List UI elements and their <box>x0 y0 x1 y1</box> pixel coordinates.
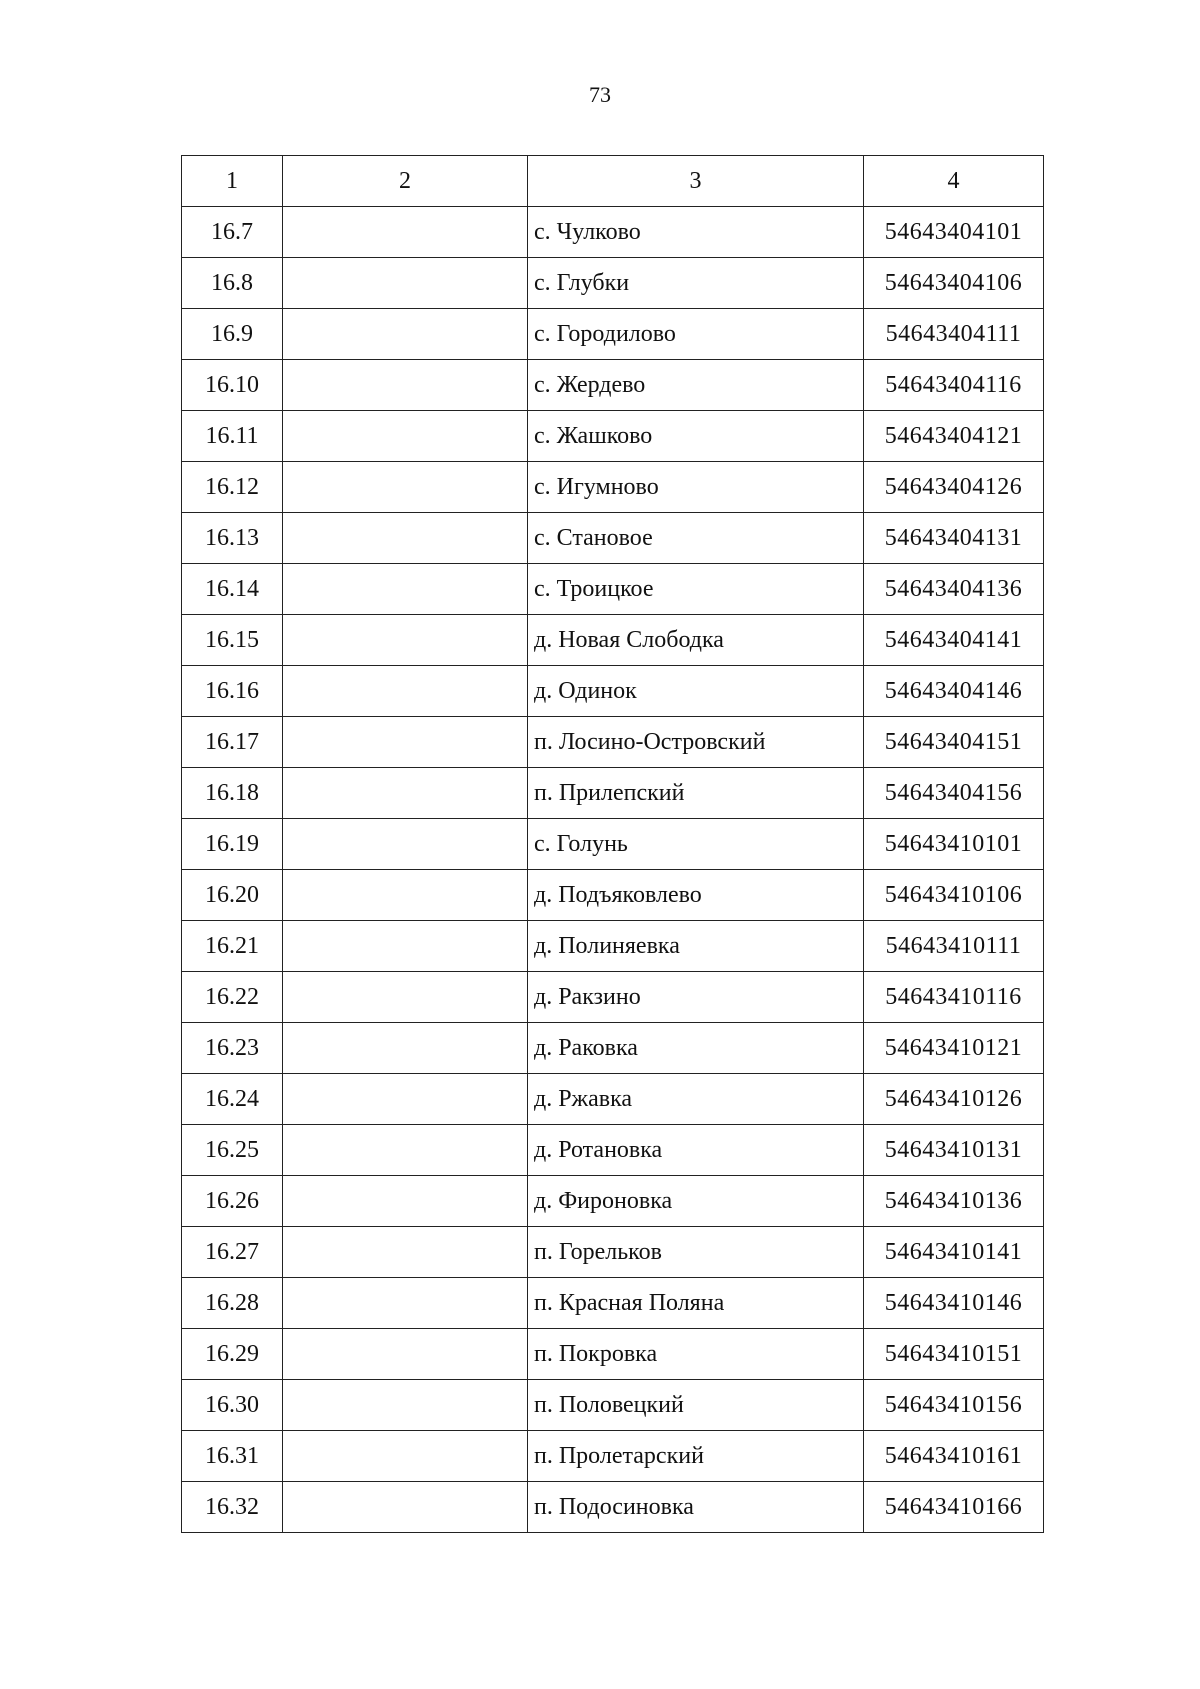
oktmo-code-cell: 54643404156 <box>864 768 1044 819</box>
row-number-cell: 16.16 <box>182 666 283 717</box>
oktmo-code-cell: 54643404131 <box>864 513 1044 564</box>
settlement-name-cell: с. Становое <box>528 513 864 564</box>
oktmo-code-cell: 54643410141 <box>864 1227 1044 1278</box>
settlement-name-cell: с. Городилово <box>528 309 864 360</box>
oktmo-code-cell: 54643404141 <box>864 615 1044 666</box>
table-row <box>182 564 1044 615</box>
oktmo-code-cell: 54643410126 <box>864 1074 1044 1125</box>
settlements-table <box>181 155 1044 1533</box>
column-2-cell <box>283 309 528 360</box>
settlement-name-cell: с. Жашково <box>528 411 864 462</box>
column-header-2: 2 <box>283 156 528 207</box>
row-number-cell: 16.30 <box>182 1380 283 1431</box>
oktmo-code-cell: 54643410156 <box>864 1380 1044 1431</box>
column-2-cell <box>283 564 528 615</box>
column-header-1: 1 <box>182 156 283 207</box>
table-header-row <box>182 156 1044 207</box>
table-row <box>182 1227 1044 1278</box>
row-number-cell: 16.18 <box>182 768 283 819</box>
settlement-name-cell: д. Ротановка <box>528 1125 864 1176</box>
settlement-name-cell: с. Глубки <box>528 258 864 309</box>
table-row <box>182 1278 1044 1329</box>
row-number-cell: 16.13 <box>182 513 283 564</box>
table-row <box>182 819 1044 870</box>
oktmo-code-cell: 54643410161 <box>864 1431 1044 1482</box>
oktmo-code-cell: 54643404151 <box>864 717 1044 768</box>
settlement-name-cell: д. Полиняевка <box>528 921 864 972</box>
table-row <box>182 207 1044 258</box>
column-2-cell <box>283 1278 528 1329</box>
row-number-cell: 16.8 <box>182 258 283 309</box>
column-2-cell <box>283 1227 528 1278</box>
settlement-name-cell: д. Раковка <box>528 1023 864 1074</box>
settlement-name-cell: п. Покровка <box>528 1329 864 1380</box>
settlement-name-cell: д. Ракзино <box>528 972 864 1023</box>
column-2-cell <box>283 1125 528 1176</box>
oktmo-code-cell: 54643410106 <box>864 870 1044 921</box>
table-row <box>182 513 1044 564</box>
column-2-cell <box>283 717 528 768</box>
oktmo-code-cell: 54643410146 <box>864 1278 1044 1329</box>
oktmo-code-cell: 54643404126 <box>864 462 1044 513</box>
oktmo-code-cell: 54643410136 <box>864 1176 1044 1227</box>
page-number: 73 <box>589 82 611 107</box>
row-number-cell: 16.26 <box>182 1176 283 1227</box>
settlement-name-cell: д. Одинок <box>528 666 864 717</box>
settlement-name-cell: п. Подосиновка <box>528 1482 864 1533</box>
settlement-name-cell: д. Новая Слободка <box>528 615 864 666</box>
oktmo-code-cell: 54643404106 <box>864 258 1044 309</box>
oktmo-code-cell: 54643404111 <box>864 309 1044 360</box>
oktmo-code-cell: 54643410116 <box>864 972 1044 1023</box>
oktmo-code-cell: 54643404121 <box>864 411 1044 462</box>
row-number-cell: 16.19 <box>182 819 283 870</box>
settlement-name-cell: с. Троицкое <box>528 564 864 615</box>
column-2-cell <box>283 1329 528 1380</box>
table-row <box>182 462 1044 513</box>
oktmo-code-cell: 54643404101 <box>864 207 1044 258</box>
oktmo-code-cell: 54643410151 <box>864 1329 1044 1380</box>
row-number-cell: 16.9 <box>182 309 283 360</box>
row-number-cell: 16.14 <box>182 564 283 615</box>
oktmo-code-cell: 54643404136 <box>864 564 1044 615</box>
oktmo-code-cell: 54643410101 <box>864 819 1044 870</box>
oktmo-code-cell: 54643410166 <box>864 1482 1044 1533</box>
settlement-name-cell: п. Лосино-Островский <box>528 717 864 768</box>
column-2-cell <box>283 666 528 717</box>
oktmo-code-cell: 54643404146 <box>864 666 1044 717</box>
column-2-cell <box>283 870 528 921</box>
table-row <box>182 1125 1044 1176</box>
row-number-cell: 16.7 <box>182 207 283 258</box>
settlement-name-cell: с. Чулково <box>528 207 864 258</box>
row-number-cell: 16.31 <box>182 1431 283 1482</box>
column-2-cell <box>283 1380 528 1431</box>
row-number-cell: 16.15 <box>182 615 283 666</box>
table-row <box>182 717 1044 768</box>
column-2-cell <box>283 819 528 870</box>
column-2-cell <box>283 411 528 462</box>
table-row <box>182 1074 1044 1125</box>
table-row <box>182 615 1044 666</box>
settlement-name-cell: д. Ржавка <box>528 1074 864 1125</box>
column-header-3: 3 <box>528 156 864 207</box>
settlement-name-cell: п. Красная Поляна <box>528 1278 864 1329</box>
column-2-cell <box>283 258 528 309</box>
row-number-cell: 16.10 <box>182 360 283 411</box>
oktmo-code-cell: 54643404116 <box>864 360 1044 411</box>
row-number-cell: 16.29 <box>182 1329 283 1380</box>
table-row <box>182 411 1044 462</box>
settlement-name-cell: с. Голунь <box>528 819 864 870</box>
column-2-cell <box>283 1176 528 1227</box>
row-number-cell: 16.24 <box>182 1074 283 1125</box>
table-row <box>182 309 1044 360</box>
table-row <box>182 870 1044 921</box>
row-number-cell: 16.21 <box>182 921 283 972</box>
column-2-cell <box>283 462 528 513</box>
row-number-cell: 16.28 <box>182 1278 283 1329</box>
column-2-cell <box>283 972 528 1023</box>
column-2-cell <box>283 1074 528 1125</box>
row-number-cell: 16.32 <box>182 1482 283 1533</box>
settlement-name-cell: п. Пролетарский <box>528 1431 864 1482</box>
oktmo-code-cell: 54643410121 <box>864 1023 1044 1074</box>
table-row <box>182 1329 1044 1380</box>
settlement-name-cell: д. Фироновка <box>528 1176 864 1227</box>
column-header-4: 4 <box>864 156 1044 207</box>
row-number-cell: 16.22 <box>182 972 283 1023</box>
column-2-cell <box>283 768 528 819</box>
row-number-cell: 16.25 <box>182 1125 283 1176</box>
column-2-cell <box>283 513 528 564</box>
settlement-name-cell: с. Жердево <box>528 360 864 411</box>
table-row <box>182 768 1044 819</box>
settlement-name-cell: п. Горельков <box>528 1227 864 1278</box>
table-row <box>182 921 1044 972</box>
oktmo-code-cell: 54643410131 <box>864 1125 1044 1176</box>
table-body <box>182 207 1044 1533</box>
table-row <box>182 360 1044 411</box>
settlement-name-cell: д. Подъяковлево <box>528 870 864 921</box>
table-row <box>182 666 1044 717</box>
column-2-cell <box>283 1023 528 1074</box>
row-number-cell: 16.27 <box>182 1227 283 1278</box>
row-number-cell: 16.23 <box>182 1023 283 1074</box>
settlement-name-cell: с. Игумново <box>528 462 864 513</box>
column-2-cell <box>283 921 528 972</box>
column-2-cell <box>283 1431 528 1482</box>
column-2-cell <box>283 615 528 666</box>
table-row <box>182 972 1044 1023</box>
row-number-cell: 16.20 <box>182 870 283 921</box>
row-number-cell: 16.11 <box>182 411 283 462</box>
row-number-cell: 16.12 <box>182 462 283 513</box>
column-2-cell <box>283 360 528 411</box>
table-row <box>182 1482 1044 1533</box>
table-row <box>182 1380 1044 1431</box>
table-row <box>182 1023 1044 1074</box>
row-number-cell: 16.17 <box>182 717 283 768</box>
table-row <box>182 1431 1044 1482</box>
settlement-name-cell: п. Прилепский <box>528 768 864 819</box>
column-2-cell <box>283 207 528 258</box>
table-row <box>182 1176 1044 1227</box>
settlement-name-cell: п. Половецкий <box>528 1380 864 1431</box>
table-row <box>182 258 1044 309</box>
column-2-cell <box>283 1482 528 1533</box>
oktmo-code-cell: 54643410111 <box>864 921 1044 972</box>
